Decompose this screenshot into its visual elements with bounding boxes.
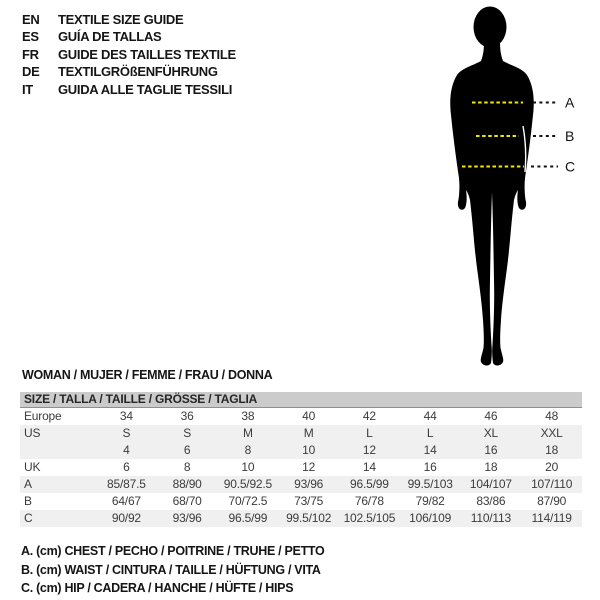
table-row — [20, 459, 582, 476]
row-label: B — [24, 494, 32, 508]
table-cell: XXL — [540, 426, 563, 440]
table-cell: 99.5/102 — [286, 511, 332, 525]
language-code: FR — [22, 46, 39, 62]
table-cell: 36 — [180, 409, 194, 423]
language-code: DE — [22, 64, 40, 80]
table-cell: 102.5/105 — [343, 511, 396, 525]
table-cell: L — [366, 426, 373, 440]
table-cell: 14 — [362, 460, 376, 474]
table-cell: 46 — [484, 409, 498, 423]
table-cell: M — [303, 426, 314, 440]
table-row — [20, 510, 582, 527]
table-row — [20, 442, 582, 459]
table-cell: 20 — [545, 460, 559, 474]
measurement-legend — [21, 542, 324, 598]
table-cell: L — [426, 426, 434, 440]
row-label: US — [24, 426, 41, 440]
size-table-body — [20, 408, 582, 527]
language-guide-title: GUIDE DES TAILLES TEXTILE — [58, 46, 236, 62]
table-row — [20, 476, 582, 493]
row-label: UK — [24, 460, 41, 474]
table-cell: 87/90 — [537, 494, 567, 508]
table-cell: 85/87.5 — [107, 477, 146, 491]
table-cell: 79/82 — [415, 494, 445, 508]
language-guide-title: GUIDA ALLE TAGLIE TESSILI — [58, 81, 233, 97]
language-code: IT — [22, 81, 33, 97]
language-row-de — [22, 63, 236, 80]
table-cell: 88/90 — [172, 477, 202, 491]
table-cell: 10 — [302, 443, 316, 457]
table-cell: S — [122, 426, 131, 440]
table-cell: 34 — [119, 409, 133, 423]
table-cell: 6 — [123, 460, 130, 474]
table-cell: 18 — [484, 460, 498, 474]
language-row-fr — [22, 46, 236, 63]
silhouette-head — [474, 7, 507, 48]
chest-label: A — [565, 94, 575, 111]
legend-line-hip: C. (cm) HIP / CADERA / HANCHE / HÜFTE / HIPS — [21, 581, 294, 596]
woman-silhouette-figure — [410, 0, 600, 375]
table-cell: 8 — [183, 460, 191, 474]
table-cell: 106/109 — [409, 511, 452, 525]
row-label: C — [24, 511, 33, 525]
table-cell: S — [183, 426, 192, 440]
table-cell: 90/92 — [111, 511, 141, 525]
table-cell: 73/75 — [294, 494, 324, 508]
language-guide-title: GUÍA DE TALLAS — [58, 29, 162, 45]
table-row — [20, 493, 582, 510]
table-cell: 96.5/99 — [228, 511, 268, 525]
table-cell: 64/67 — [111, 494, 141, 508]
table-cell: 16 — [484, 443, 498, 457]
row-label: A — [24, 477, 32, 491]
table-cell: 12 — [302, 460, 316, 474]
language-row-es — [22, 28, 236, 45]
table-cell: 68/70 — [172, 494, 202, 508]
table-cell: 114/119 — [531, 511, 572, 525]
row-label: Europe — [24, 409, 62, 423]
language-guide-title: TEXTILGRÖßENFÜHRUNG — [58, 64, 218, 80]
legend-line-waist: B. (cm) WAIST / CINTURA / TAILLE / HÜFTUNG / VITA — [21, 562, 321, 577]
table-cell: XL — [483, 426, 499, 440]
table-cell: 42 — [362, 409, 376, 423]
language-guide-title: TEXTILE SIZE GUIDE — [58, 12, 184, 27]
table-cell: 110/113 — [470, 511, 511, 525]
hip-label: C — [565, 158, 576, 175]
table-cell: 4 — [123, 443, 130, 457]
language-row-it — [22, 81, 236, 98]
table-cell: 96.5/99 — [350, 477, 389, 491]
silhouette-body — [450, 42, 534, 366]
table-cell: 93/96 — [172, 511, 202, 525]
table-cell: 44 — [423, 409, 437, 423]
legend-line-chest: A. (cm) CHEST / PECHO / POITRINE / TRUHE / PETTO — [21, 544, 325, 558]
table-cell: 93/96 — [294, 477, 324, 491]
size-table-header: SIZE / TALLA / TAILLE / GRÖSSE / TAGLIA — [20, 392, 582, 408]
table-cell: 10 — [241, 460, 255, 474]
table-cell: 83/86 — [476, 494, 506, 508]
table-cell: 18 — [545, 443, 559, 457]
table-cell: 104/107 — [469, 477, 512, 491]
size-figure — [410, 0, 600, 375]
table-cell: 12 — [362, 443, 376, 457]
language-code: ES — [22, 29, 39, 45]
size-table — [20, 392, 582, 527]
table-cell: 38 — [241, 409, 255, 423]
table-cell: 48 — [545, 409, 559, 423]
table-cell: 99.5/103 — [407, 477, 453, 491]
table-cell: 107/110 — [531, 477, 573, 491]
table-cell: 76/78 — [354, 494, 384, 508]
table-row — [20, 425, 582, 442]
language-header — [22, 11, 236, 98]
table-cell: 40 — [302, 409, 316, 423]
table-cell: 8 — [244, 443, 252, 457]
table-cell: 14 — [423, 443, 437, 457]
row-label — [20, 442, 96, 459]
language-row-en — [22, 11, 236, 28]
table-cell: 90.5/92.5 — [223, 477, 272, 491]
language-code: EN — [22, 12, 40, 27]
waist-label: B — [565, 128, 575, 144]
table-row — [20, 408, 582, 425]
table-cell: 16 — [423, 460, 437, 474]
gender-title: WOMAN / MUJER / FEMME / FRAU / DONNA — [22, 368, 273, 382]
table-cell: 70/72.5 — [228, 494, 268, 508]
table-cell: 6 — [183, 443, 191, 457]
table-cell: M — [242, 426, 253, 440]
